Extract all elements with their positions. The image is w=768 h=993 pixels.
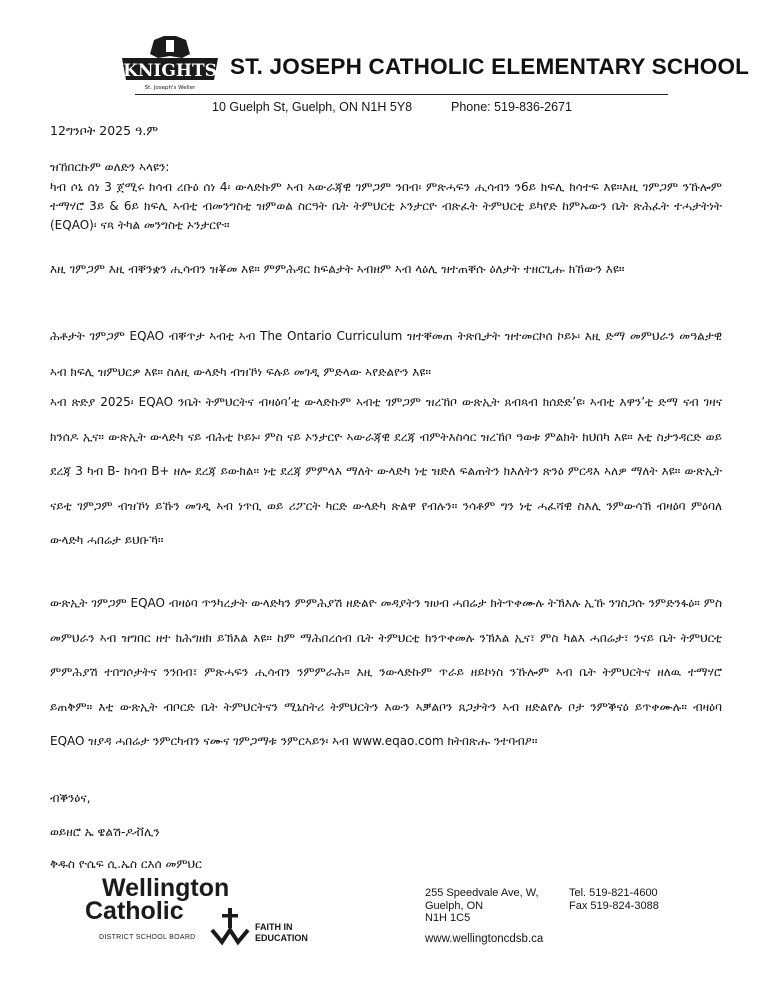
logo-text: KNIGHTS [123, 61, 217, 81]
board-address-line1: 255 Speedvale Ave, W, [425, 887, 539, 899]
board-name-line3: DISTRICT SCHOOL BOARD [99, 934, 196, 941]
paragraph: ሕቶታት ገምጋም EQAO ብቐጥታ ኣብቲ ኣብ The Ontario Curriculum ዝተቐመጠ ትጽቢታት ዝተመርኮሰ ኮይኑ፡ እዚ ድማ መምህራን መዓልታዊ ኣብ ክፍሊ ዝምህርዎ እዩ። ስለዚ ውላድካ ብዝኾነ ፍሉይ መገዲ ምድላው ኣየድልዮን እዩ። [50, 329, 722, 379]
school-name: ST. JOSEPH CATHOLIC ELEMENTARY SCHOOL [230, 54, 750, 79]
logo-subtext: St. Joseph's Weller [144, 85, 196, 91]
signer-name: ወይዘሮ ኤ ዌልሽ-ዶቭሊን [50, 825, 160, 839]
school-address: 10 Guelph St, Guelph, ON N1H 5Y8 [212, 100, 413, 114]
board-contact [569, 887, 659, 912]
board-tel: Tel. 519-821-4600 [569, 887, 658, 899]
signer-title: ቅዱስ ዮሴፍ ሲ.ኤስ ርእሰ መምህር [50, 857, 202, 871]
salutation: ዝኸበርኩም ወለድን ኣላዩን: [50, 160, 170, 174]
knights-logo-icon [120, 36, 220, 94]
paragraph: እዚ ገምጋም እዚ ብቐንቋን ሒሳብን ዝቖመ እዩ። ምምሕዳር ክፍልታት ኣብዘም ኣብ ላዕሊ ዝተጠቐሱ ዕለታት ተዘርጊሑ ክኸውን እዩ። [50, 262, 625, 276]
board-website: www.wellingtoncdsb.ca [425, 933, 544, 945]
paragraph: ኣብ ጽድያ 2025፡ EQAO ንቤት ትምህርትና ብዛዕባ’ቲ ውላድኩም ኣብቲ ገምጋም ዝረኸቦ ውጽኢት ጸብጻብ ክሰድድ’ዩ፡ ኣብቲ እዋን’ቲ ድማ ናብ ገዛና ክንሰዶ ኢና። ውጽኢት ውላድካ ናይ ብሕቲ ኮይኑ፡ ምስ ናይ ኦንታርዮ ኣውራጃዊ ደረጃ ብምትእስሳር ዝረኸቦ ዓወቱ ምልክት ክህበካ እዩ። እቲ ስታንዳርድ ወይ ደረጃ 3 ካብ B- ክሳብ B+ ዘሎ ደረጃ ይውክል። ነቲ ደረጃ ምምላእ ማለት ውላድካ ነቲ ዝድለ ፍልጠትን ክእለትን ጽንዕ ምርዳእ ኣለዎ ማለት እዩ። ውጽኢት ናይቲ ገምጋም ብዝኾነ ይኹን መገዲ ኣብ ነጥቢ ወይ ሪፖርት ካርድ ውላድካ ጽልዋ የብሉን። ንሳቶም ግን ነቲ ሓፈሻዊ ስእሊ ንምውሳኽ ብዛዕባ ምዕባለ ውላድካ ሓበሬታ ይህቡኻ። [50, 395, 722, 547]
paragraph: ካብ ሶኒ ሰነ 3 ጀሚሩ ክሳብ ረቡዕ ሰነ 4፡ ውላድኩም ኣብ ኣውራጃዊ ገምጋም ንበብ፡ ምጽሓፍን ሒሳብን ን6ይ ክፍሊ ክሳተፍ እዩ።እዚ ገምጋም ንኹሎም ተማሃሮ 3ይ & 6ይ ክፍሊ ኣብቲ ብመንግስቲ ዝምወል ስርዓት ቤት ትምህርቲ ኦንታርዮ ብጽፈት ትምህርቲ ይካየድ ከምኡውን ቤት ጽሕፈት ተሓታትነት (EQAO)፡ ናጻ ትካል መንግስቲ ኦንታርዮ። [50, 180, 722, 232]
board-name-line2: Catholic [85, 897, 184, 925]
school-phone: Phone: 519-836-2671 [451, 100, 572, 114]
closing: ብቕንዕና, [50, 791, 91, 805]
paragraph: ውጽኢት ገምጋም EQAO ብዛዕባ ጥንካረታት ውላድካን ምምሕያሽ ዘድልዮ መዳያትን ዝሀብ ሓበሬታ ክትጥቀሙሉ ትኽእሉ ኢኹ ንገስጋሱ ንምድንፋዕ። ምስ መምህራን ኣብ ዝግበር ዘተ ክሕግዘክ ይኽእል እዩ። ከም ማሕበረሰብ ቤት ትምህርቲ ክንጥቀመሉ ንኽእል ኢና፣ ምስ ካልእ ሓበሬታ፣ ንናይ ቤት ትምህርቲ ምምሕያሽ ተበግሶታትና ንንበብ፣ ምጽሓፍን ሒሳብን ንምምራሕ። እዚ ንውላድኩም ጥራይ ዘይኮነስ ንኹሎም ኣብ ቤት ትምህርትና ዘለዉ ተማሃሮ ይጠቅም። እቲ ውጽኢት ብቦርድ ቤት ትምህርትናን ሚኒስትሪ ትምህርትን እውን ኣቓልቦን ጸጋታትን ኣብ ዘድልየሉ ቦታ ንምቕናዕ ይጥቀሙሉ። ብዛዕባ EQAO ዝያዳ ሓበሬታ ንምርካብን ናሙና ገምጋማቱ ንምርኣይን፡ ኣብ www.eqao.com ክትበጽሑ ንተባብዖ። [50, 596, 722, 748]
letter-date: 12ግንቦት 2025 ዓ.ም [50, 123, 159, 138]
header-divider [135, 94, 668, 95]
board-address [425, 887, 539, 925]
faith-line1: FAITH IN [255, 922, 293, 932]
faith-line2: EDUCATION [255, 933, 308, 943]
board-address-line3: N1H 1C5 [425, 912, 471, 924]
board-name-line1: Wellington [102, 874, 230, 902]
board-fax: Fax 519-824-3088 [569, 899, 659, 912]
faith-cross-icon [210, 906, 250, 946]
board-address-line2: Guelph, ON [425, 899, 484, 912]
